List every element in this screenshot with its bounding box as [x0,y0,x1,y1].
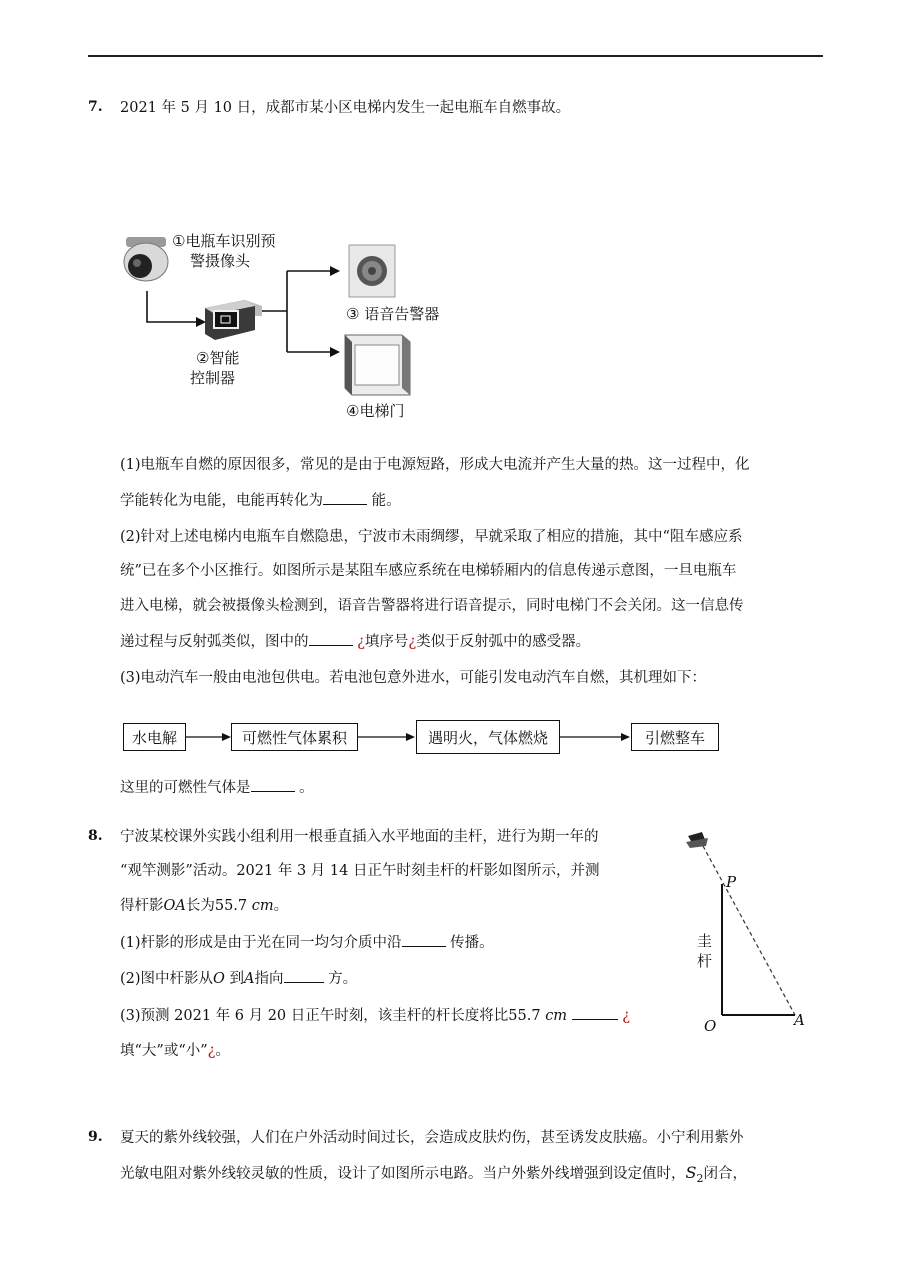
question-7-number: 7. [88,99,103,115]
question-9-number: 9. [88,1129,103,1145]
q8-part1: (1)杆影的形成是由于光在同一均匀介质中沿 传播。 [120,932,494,953]
camera-label-line2: 警摄像头 [190,252,251,270]
flow-step-3: 遇明火，气体燃烧 [416,720,560,754]
flow-step-1: 水电解 [123,723,186,751]
q7-part2-line2: 统”已在多个小区推行。如图所示是某阻车感应系统在电梯轿厢内的信息传递示意图，一旦电瓶车 [120,563,737,579]
label-o: O [704,1017,717,1035]
controller-label-line2: 控制器 [190,369,236,387]
q7-part3-line1: (3)电动汽车一般由电池包供电。若电池包意外进水，可能引发电动汽车自燃，其机理如下： [120,670,707,686]
door-label: ④电梯门 [346,402,405,420]
alarm-label: ③ 语音告警器 [346,305,440,323]
q7-part2-line4: 递过程与反射弧类似，图中的 ¿填序号¿类似于反射弧中的感受器。 [120,631,590,652]
q8-line3: 得杆影OA长为55.7 cm。 [120,898,289,914]
q7-part2-line3: 进入电梯，就会被摄像头检测到，语音告警器将进行语音提示，同时电梯门不会关闭。这一信息传 [120,598,744,614]
controller-label-line1: ②智能 [196,349,240,367]
q7-part3-line2: 这里的可燃性气体是 。 [120,777,314,798]
sun-icon [686,832,708,848]
pole-label-2: 杆 [697,952,713,970]
q8-line2: “观竿测影”活动。2021 年 3 月 14 日正午时刻圭杆的杆影如图所示，并测 [120,863,600,879]
label-p: P [726,873,737,891]
question-7-stem: 2021 年 5 月 10 日，成都市某小区电梯内发生一起电瓶车自燃事故。 [120,100,571,116]
camera-label-line1: ①电瓶车识别预 [172,232,276,250]
q9-line2: 光敏电阻对紫外线较灵敏的性质，设计了如图所示电路。当户外紫外线增强到设定值时，$S_2$闭合， [120,1163,747,1185]
q8-part2: (2)图中杆影从O 到A指向 方。 [120,968,357,989]
flow-step-2: 可燃性气体累积 [231,723,358,751]
q7-part2-line1: (2)针对上述电梯内电瓶车自燃隐患，宁波市未雨绸缪，早就采取了相应的措施，其中“阻车感应系 [120,529,743,545]
q8-line1: 宁波某校课外实践小组利用一根垂直插入水平地面的圭杆，进行为期一年的 [120,829,599,845]
q8-part3: (3)预测 2021 年 6 月 20 日正午时刻，该圭杆的杆长度将比55.7 cm ¿ [120,1005,630,1026]
q9-line1: 夏天的紫外线较强，人们在户外活动时间过长，会造成皮肤灼伤，甚至诱发皮肤癌。小宁利用紫外 [120,1130,744,1146]
question-8-number: 8. [88,828,103,844]
flow-step-4: 引燃整车 [631,723,719,751]
label-a: A [794,1011,805,1029]
q7-part1-line1: (1)电瓶车自燃的原因很多，常见的是由于电源短路，形成大电流并产生大量的热。这一过程中，化 [120,457,750,473]
q8-part4: 填“大”或“小”¿。 [120,1043,230,1059]
q7-part1-line2: 学能转化为电能，电能再转化为 能。 [120,490,401,511]
pole-label-1: 圭 [697,932,713,950]
